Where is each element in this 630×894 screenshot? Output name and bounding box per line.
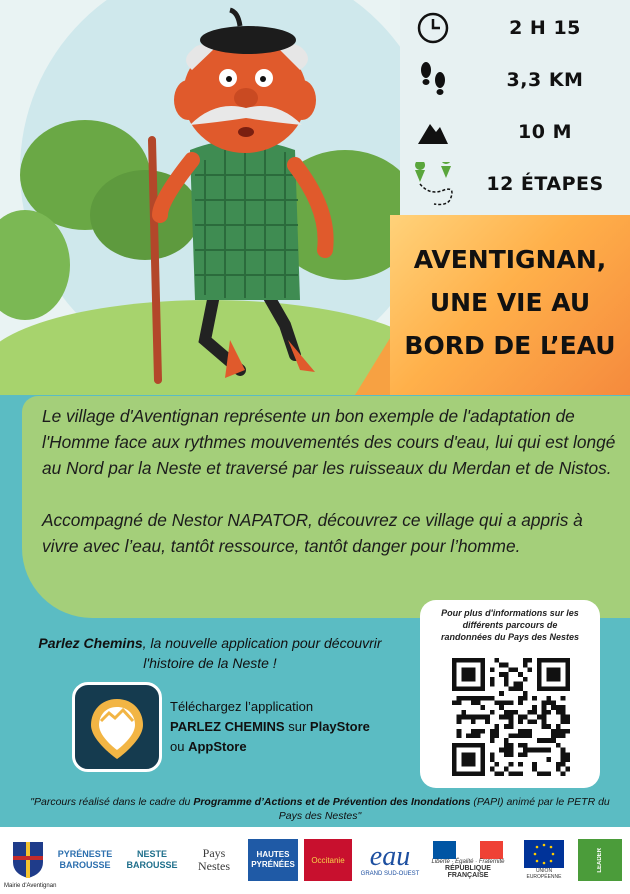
footnote-text: "Parcours réalisé dans le cadre du <box>30 796 194 808</box>
hautes-pyrenees-logo: HAUTES PYRÉNÉES <box>248 839 298 881</box>
republique-francaise-logo <box>428 839 508 881</box>
description-paragraph: Le village d'Aventignan représente un bon exemple de l'adaptation de l'Homme face aux rythmes mouvementés des cours d'eau, lui qui est longé au Nord par la Neste et traversé par les ruisseaux du Merdan et de Nistos. <box>42 406 616 478</box>
eau-sub: GRAND SUD-OUEST <box>360 871 420 877</box>
stats-panel <box>400 0 630 215</box>
mairie-logo <box>10 839 46 881</box>
republique-name: RÉPUBLIQUE FRANÇAISE <box>445 865 491 879</box>
description-paragraph: Accompagné de Nestor NAPATOR, découvrez ce village qui a appris à vivre avec l’eau, tantôt ressource, tantôt danger pour l’homme. <box>42 510 583 556</box>
stat-elevation <box>400 112 630 152</box>
download-connector: ou <box>170 739 189 754</box>
app-intro <box>30 633 390 673</box>
steps-value: 12 ÉTAPES <box>486 173 604 195</box>
download-line: Téléchargez l’application <box>170 699 314 714</box>
nestor-character <box>120 0 380 395</box>
mairie-caption: Mairie d'Aventignan <box>4 883 57 889</box>
stat-steps <box>400 164 630 204</box>
qr-caption: Pour plus d'informations sur les différents parcours de randonnées du Pays des Nestes <box>440 608 580 642</box>
qr-code[interactable] <box>452 657 570 777</box>
download-instructions <box>170 697 410 757</box>
stat-duration <box>400 8 630 48</box>
leader-logo <box>578 839 622 881</box>
footnote <box>30 795 610 823</box>
title-tail <box>355 330 395 395</box>
route-pins-icon <box>410 167 462 201</box>
union-europeenne-logo <box>518 839 570 881</box>
appstore-link[interactable]: AppStore <box>188 739 247 754</box>
partner-logos <box>0 827 630 894</box>
download-line <box>170 717 410 737</box>
download-connector: sur <box>284 719 310 734</box>
distance-value: 3,3 KM <box>506 69 584 91</box>
ue-name: UNION EUROPÉENNE <box>526 868 562 880</box>
app-name: Parlez Chemins <box>38 635 143 651</box>
eau-grand-sud-ouest-logo <box>358 839 422 881</box>
occitanie-logo: Occitanie <box>304 839 352 881</box>
pays-nestes-logo: Pays Nestes <box>198 846 230 873</box>
eau-wordmark: eau <box>369 841 411 872</box>
page-title <box>395 238 625 367</box>
footnote-text: (PAPI) animé par le PETR du Pays des Nestes" <box>278 796 610 822</box>
stat-distance <box>400 60 630 100</box>
download-line <box>170 737 410 757</box>
mountain-icon <box>416 115 450 149</box>
republique-motto: Liberté · Égalité · Fraternité <box>431 859 505 865</box>
app-intro-text: , la nouvelle application pour découvrir l'histoire de la Neste ! <box>142 635 382 671</box>
playstore-link[interactable]: PlayStore <box>309 719 370 734</box>
parlez-chemins-app-icon[interactable] <box>72 682 162 772</box>
clock-icon <box>416 11 450 45</box>
pyreneste-logo: PYRÉNESTE BAROUSSE <box>57 849 113 870</box>
neste-barousse-logo: NESTE BAROUSSE <box>126 849 178 870</box>
footprints-icon <box>416 63 450 97</box>
map-pin-icon <box>75 685 159 769</box>
duration-value: 2 H 15 <box>509 17 581 39</box>
leader-text: LEADER <box>597 847 603 873</box>
footnote-bold: Programme d’Actions et de Prévention des Inondations <box>193 796 471 808</box>
elevation-value: 10 M <box>518 121 572 143</box>
title-line: UNE VIE AU <box>429 288 591 317</box>
description-text <box>42 403 624 559</box>
title-line: BORD DE L’EAU <box>404 331 616 360</box>
title-line: AVENTIGNAN, <box>413 245 607 274</box>
download-app-name: PARLEZ CHEMINS <box>170 719 285 734</box>
